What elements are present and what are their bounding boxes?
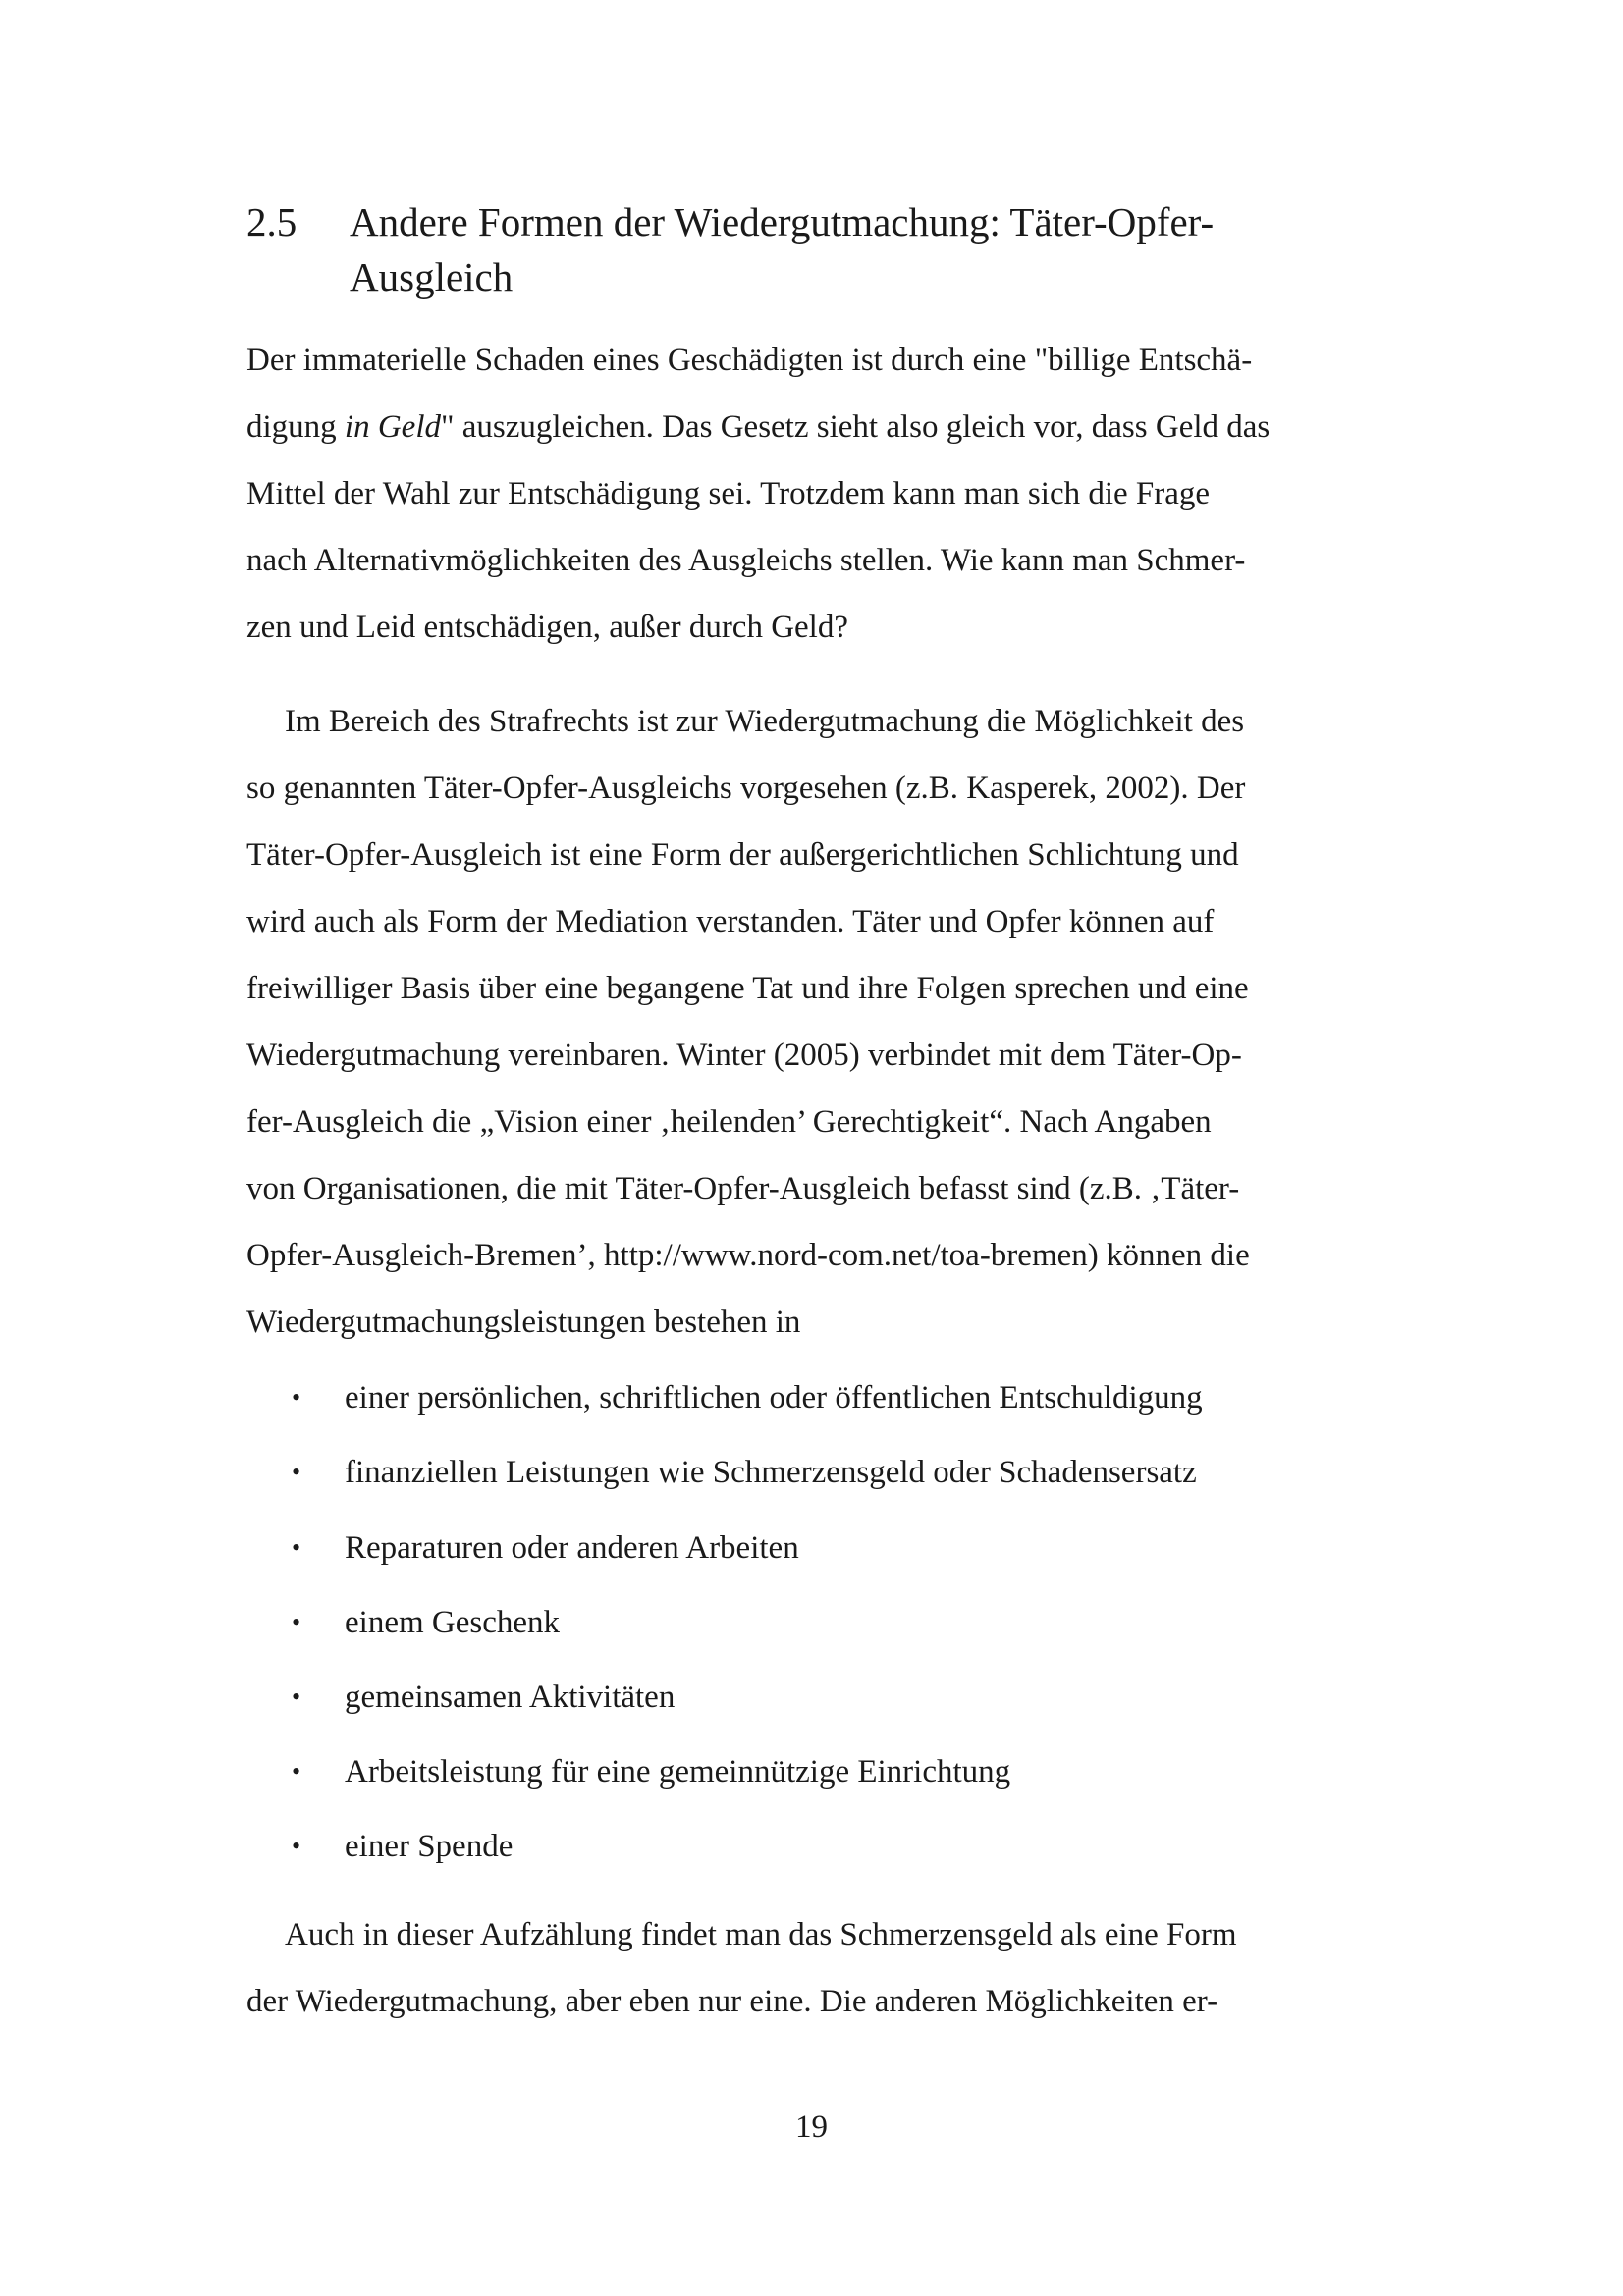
line-2-prefix: digung (246, 409, 345, 445)
paragraph-2-line-1: Im Bereich des Strafrechts ist zur Wiedergutmachung die Möglichkeit des (285, 704, 1245, 739)
section-number: 2.5 (246, 199, 298, 244)
line-2-quote: " (441, 409, 462, 445)
paragraph-2-line-8: von Organisationen, die mit Täter-Opfer-Ausgleich befasst sind (z.B. ‚Täter- (246, 1171, 1240, 1206)
paragraph-3-line-2: der Wiedergutmachung, aber eben nur eine. Die anderen Möglichkeiten er- (246, 1984, 1218, 2019)
list-item-text: gemeinsamen Aktivitäten (345, 1680, 676, 1715)
paragraph-1-line-4: nach Alternativmöglichkeiten des Ausgleichs stellen. Wie kann man Schmer- (246, 543, 1246, 578)
bullet-icon: • (292, 1608, 301, 1636)
list-item-text: einer Spende (345, 1829, 514, 1864)
list-item-text: einem Geschenk (345, 1605, 560, 1640)
paragraph-2-line-7: fer-Ausgleich die „Vision einer ‚heilenden’ Gerechtigkeit“. Nach Angaben (246, 1104, 1212, 1140)
paragraph-2-line-2: so genannten Täter-Opfer-Ausgleichs vorgesehen (z.B. Kasperek, 2002). Der (246, 771, 1246, 806)
paragraph-2-line-5: freiwilliger Basis über eine begangene Tat und ihre Folgen sprechen und eine (246, 971, 1249, 1006)
italic-in-geld: in Geld (344, 409, 441, 445)
paragraph-1-line-1: Der immaterielle Schaden eines Geschädigten ist durch eine "billige Entschä- (246, 343, 1253, 378)
bullet-icon: • (292, 1458, 301, 1486)
bullet-icon: • (292, 1383, 301, 1412)
bullet-icon: • (292, 1682, 301, 1711)
list-item-text: Arbeitsleistung für eine gemeinnützige Einrichtung (345, 1754, 1011, 1789)
bullet-icon: • (292, 1832, 301, 1860)
paragraph-1-line-2 (246, 407, 1270, 447)
paragraph-1-line-3: Mittel der Wahl zur Entschädigung sei. Trotzdem kann man sich die Frage (246, 476, 1211, 511)
paragraph-2-line-4: wird auch als Form der Mediation verstanden. Täter und Opfer können auf (246, 904, 1215, 939)
paragraph-2-line-6: Wiedergutmachung vereinbaren. Winter (2005) verbindet mit dem Täter-Op- (246, 1038, 1242, 1073)
list-item-text: finanziellen Leistungen wie Schmerzensgeld oder Schadensersatz (345, 1455, 1197, 1490)
list-item-text: einer persönlichen, schriftlichen oder öffentlichen Entschuldigung (345, 1380, 1203, 1415)
line-2-rest: auszugleichen. Das Gesetz sieht also gleich vor, dass Geld das (461, 409, 1271, 445)
paragraph-3-line-1: Auch in dieser Aufzählung findet man das Schmerzensgeld als eine Form (285, 1917, 1237, 1952)
bullet-icon: • (292, 1533, 301, 1562)
paragraph-2-line-10: Wiedergutmachungsleistungen bestehen in (246, 1305, 801, 1340)
page-number: 19 (795, 2109, 828, 2145)
bullet-icon: • (292, 1757, 301, 1786)
list-item-text: Reparaturen oder anderen Arbeiten (345, 1530, 799, 1566)
paragraph-1-line-5: zen und Leid entschädigen, außer durch Geld? (246, 610, 848, 645)
paragraph-2-line-9: Opfer-Ausgleich-Bremen’, http://www.nord-com.net/toa-bremen) können die (246, 1238, 1250, 1273)
paragraph-2-line-3: Täter-Opfer-Ausgleich ist eine Form der außergerichtlichen Schlichtung und (246, 837, 1239, 873)
section-title: Andere Formen der Wiedergutmachung: Täter-Opfer-Ausgleich (350, 199, 1215, 299)
